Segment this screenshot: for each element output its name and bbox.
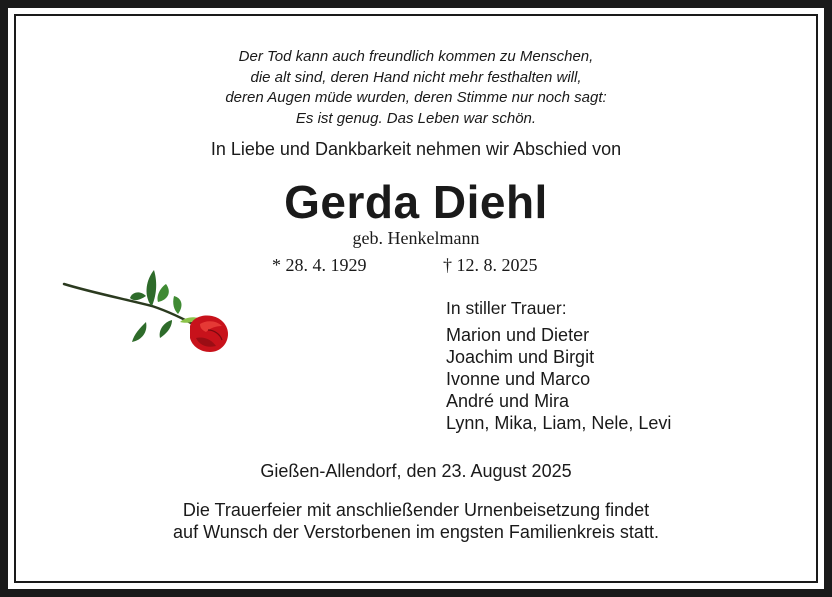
- mourners-title: In stiller Trauer:: [446, 298, 567, 318]
- rose-icon: [60, 266, 232, 358]
- mourners-list: [446, 324, 671, 434]
- funeral-notice: [0, 499, 832, 543]
- poem-line: Es ist genug. Das Leben war schön.: [295, 109, 537, 127]
- born-name: geb. Henkelmann: [352, 228, 480, 248]
- notice-line: auf Wunsch der Verstorbenen im engsten Familienkreis statt.: [173, 522, 659, 542]
- birth-date: * 28. 4. 1929: [272, 255, 367, 275]
- notice-line: Die Trauerfeier mit anschließender Urnenbeisetzung findet: [182, 500, 650, 520]
- mourner-entry: Joachim und Birgit: [446, 347, 595, 367]
- poem-line: deren Augen müde wurden, deren Stimme nur noch sagt:: [225, 89, 607, 106]
- mourner-entry: Marion und Dieter: [446, 325, 590, 345]
- deceased-name: Gerda Diehl: [284, 176, 548, 228]
- intro-text: In Liebe und Dankbarkeit nehmen wir Abschied von: [210, 139, 622, 159]
- place-date: Gießen-Allendorf, den 23. August 2025: [260, 461, 572, 481]
- death-date: † 12. 8. 2025: [443, 255, 538, 275]
- poem-line: die alt sind, deren Hand nicht mehr festhalten will,: [250, 68, 582, 86]
- mourner-entry: André und Mira: [446, 391, 570, 411]
- mourner-entry: Ivonne und Marco: [446, 369, 591, 389]
- poem: [0, 47, 832, 129]
- poem-line: Der Tod kann auch freundlich kommen zu Menschen,: [238, 48, 594, 65]
- mourner-entry: Lynn, Mika, Liam, Nele, Levi: [446, 413, 672, 433]
